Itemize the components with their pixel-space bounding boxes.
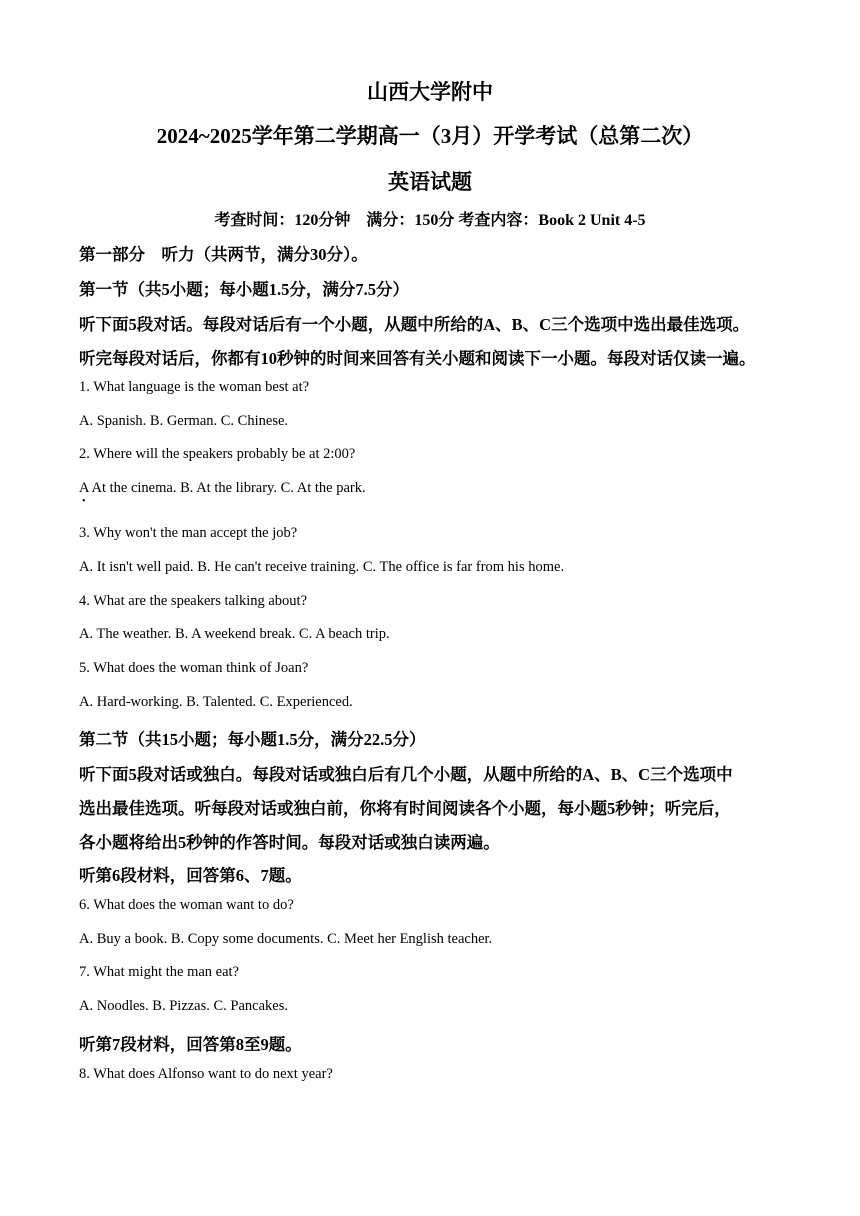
- section2-instruction-1: 听下面5段对话或独白。每段对话或独白后有几个小题，从题中所给的A、B、C三个选项中: [79, 765, 733, 784]
- exam-info: 考查时间：120分钟 满分：150分 考查内容：Book 2 Unit 4-5: [214, 212, 646, 229]
- section1-heading: 第一节（共5小题；每小题1.5分，满分7.5分）: [79, 280, 409, 299]
- question-3-options: A. It isn't well paid. B. He can't receive training. C. The office is far from his home.: [79, 559, 565, 575]
- question-5-options: A. Hard-working. B. Talented. C. Experienced.: [79, 694, 353, 710]
- question-6: 6. What does the woman want to do?: [79, 897, 294, 913]
- section2-instruction-2: 选出最佳选项。听每段对话或独白前，你将有时间阅读各个小题，每小题5秒钟；听完后，: [79, 799, 731, 818]
- subject-title: 英语试题: [388, 170, 472, 194]
- question-2-options: A At the cinema. B. At the library. C. At the park.: [79, 480, 366, 496]
- material-7-heading: 听第7段材料，回答第8至9题。: [79, 1035, 302, 1054]
- question-7-options: A. Noodles. B. Pizzas. C. Pancakes.: [79, 998, 289, 1014]
- section2-instruction-3: 各小题将给出5秒钟的作答时间。每段对话或独白读两遍。: [79, 833, 500, 852]
- dot-mark: •: [82, 496, 86, 507]
- material-6-heading: 听第6段材料，回答第6、7题。: [79, 866, 302, 885]
- question-8: 8. What does Alfonso want to do next year?: [79, 1066, 333, 1082]
- question-4-options: A. The weather. B. A weekend break. C. A beach trip.: [79, 626, 390, 642]
- section2-heading: 第二节（共15小题；每小题1.5分，满分22.5分）: [79, 730, 426, 749]
- section1-instruction-2: 听完每段对话后，你都有10秒钟的时间来回答有关小题和阅读下一小题。每段对话仅读一遍。: [79, 349, 756, 368]
- part1-heading: 第一部分 听力（共两节，满分30分）。: [79, 245, 368, 264]
- question-4: 4. What are the speakers talking about?: [79, 593, 308, 609]
- school-name: 山西大学附中: [367, 80, 493, 104]
- question-3: 3. Why won't the man accept the job?: [79, 525, 298, 541]
- question-2: 2. Where will the speakers probably be at 2:00?: [79, 446, 356, 462]
- question-1: 1. What language is the woman best at?: [79, 379, 310, 395]
- question-7: 7. What might the man eat?: [79, 964, 239, 980]
- question-1-options: A. Spanish. B. German. C. Chinese.: [79, 413, 289, 429]
- question-6-options: A. Buy a book. B. Copy some documents. C. Meet her English teacher.: [79, 931, 493, 947]
- section1-instruction-1: 听下面5段对话。每段对话后有一个小题，从题中所给的A、B、C三个选项中选出最佳选项。: [79, 315, 750, 334]
- exam-title: 2024~2025学年第二学期高一（3月）开学考试（总第二次）: [156, 124, 704, 148]
- question-5: 5. What does the woman think of Joan?: [79, 660, 309, 676]
